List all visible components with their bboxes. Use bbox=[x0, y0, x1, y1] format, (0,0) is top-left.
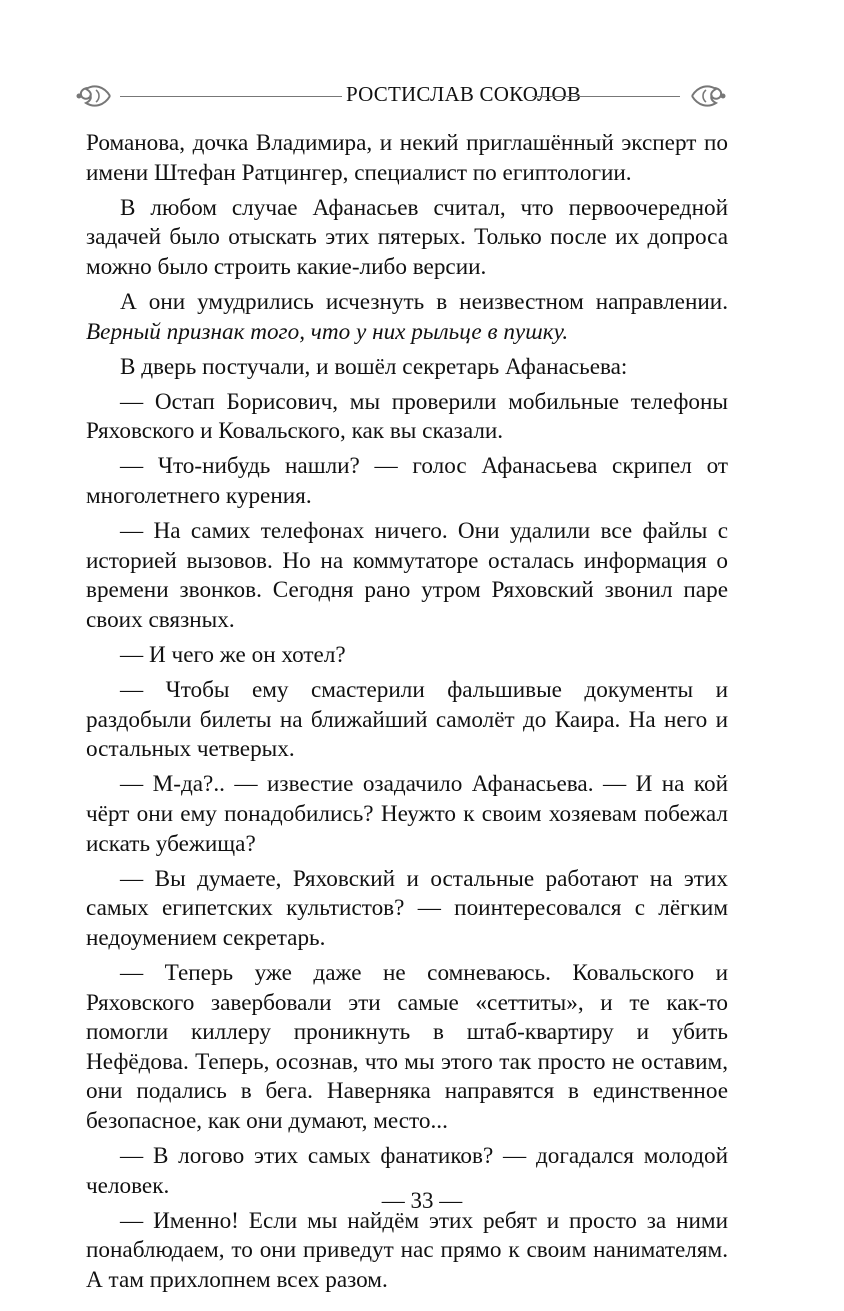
dialogue-line: — Что-нибудь нашли? — голос Афанасьева скрипел от многолетнего курения. bbox=[86, 453, 728, 510]
page-number: — 33 — bbox=[381, 1188, 463, 1213]
header-rule-right bbox=[532, 96, 680, 97]
dialogue-line: — Вы думаете, Ряховский и остальные работают на этих самых египетских культистов? — поинтересовался с лёгким недоумением секретарь. bbox=[86, 865, 728, 951]
dialogue-line: — В логово этих самых фанатиков? — догадался молодой человек. bbox=[86, 1143, 728, 1199]
dialogue-line: — И чего же он хотел? bbox=[120, 642, 346, 668]
dialogue-line: — Остап Борисович, мы проверили мобильные телефоны Ряховского и Ковальского, как вы сказали. bbox=[86, 388, 728, 445]
paragraph: Романова, дочка Владимира, и некий приглашённый эксперт по имени Штефан Ратцингер, специалист по египтологии. bbox=[86, 130, 728, 186]
paragraph: В любом случае Афанасьев считал, что первоочередной задачей было отыскать этих пятерых. Только после их допроса можно было строить какие-либо версии. bbox=[86, 194, 728, 280]
running-header bbox=[74, 78, 734, 114]
fleuron-icon bbox=[688, 80, 728, 112]
fleuron-icon bbox=[74, 80, 114, 112]
dialogue-line: — Именно! Если мы найдём этих ребят и просто за ними понаблюдаем, то они приведут нас прямо к своим нанимателям. А там прихлопнем всех разом. bbox=[86, 1207, 728, 1293]
dialogue-line: — На самих телефонах ничего. Они удалили все файлы с историей вызовов. Но на коммутаторе осталась информация о времени звонков. Сегодня рано утром Ряховский звонил паре своих связных. bbox=[86, 518, 728, 633]
paragraph-text: А они умудрились исчезнуть в неизвестном направлении. bbox=[120, 288, 728, 315]
dialogue-line: — М-да?.. — известие озадачило Афанасьева. — И на кой чёрт они ему понадобились? Неужто к своим хозяевам побежал искать убежища? bbox=[86, 771, 728, 857]
body-text bbox=[86, 129, 728, 1301]
dialogue-line: — Теперь уже даже не сомневаюсь. Ковальского и Ряховского завербовали эти самые «сеттиты», и те как-то помогли киллеру проникнуть в штаб-квартиру и убить Нефёдова. Теперь, осознав, что мы этого так просто не оставим, они подались в бега. Наверняка направятся в единственное безопасное, как они думают, место... bbox=[86, 959, 728, 1134]
header-rule-left bbox=[120, 96, 342, 97]
paragraph: В дверь постучали, и вошёл секретарь Афанасьева: bbox=[120, 353, 628, 380]
running-title: РОСТИСЛАВ СОКОЛОВ bbox=[346, 82, 582, 106]
italic-text: Верный признак того, что у них рыльце в пушку. bbox=[86, 318, 569, 345]
paragraph bbox=[86, 288, 728, 347]
dialogue-line: — Чтобы ему смастерили фальшивые документы и раздобыли билеты на ближайший самолёт до Каира. На него и остальных четверых. bbox=[86, 677, 728, 763]
